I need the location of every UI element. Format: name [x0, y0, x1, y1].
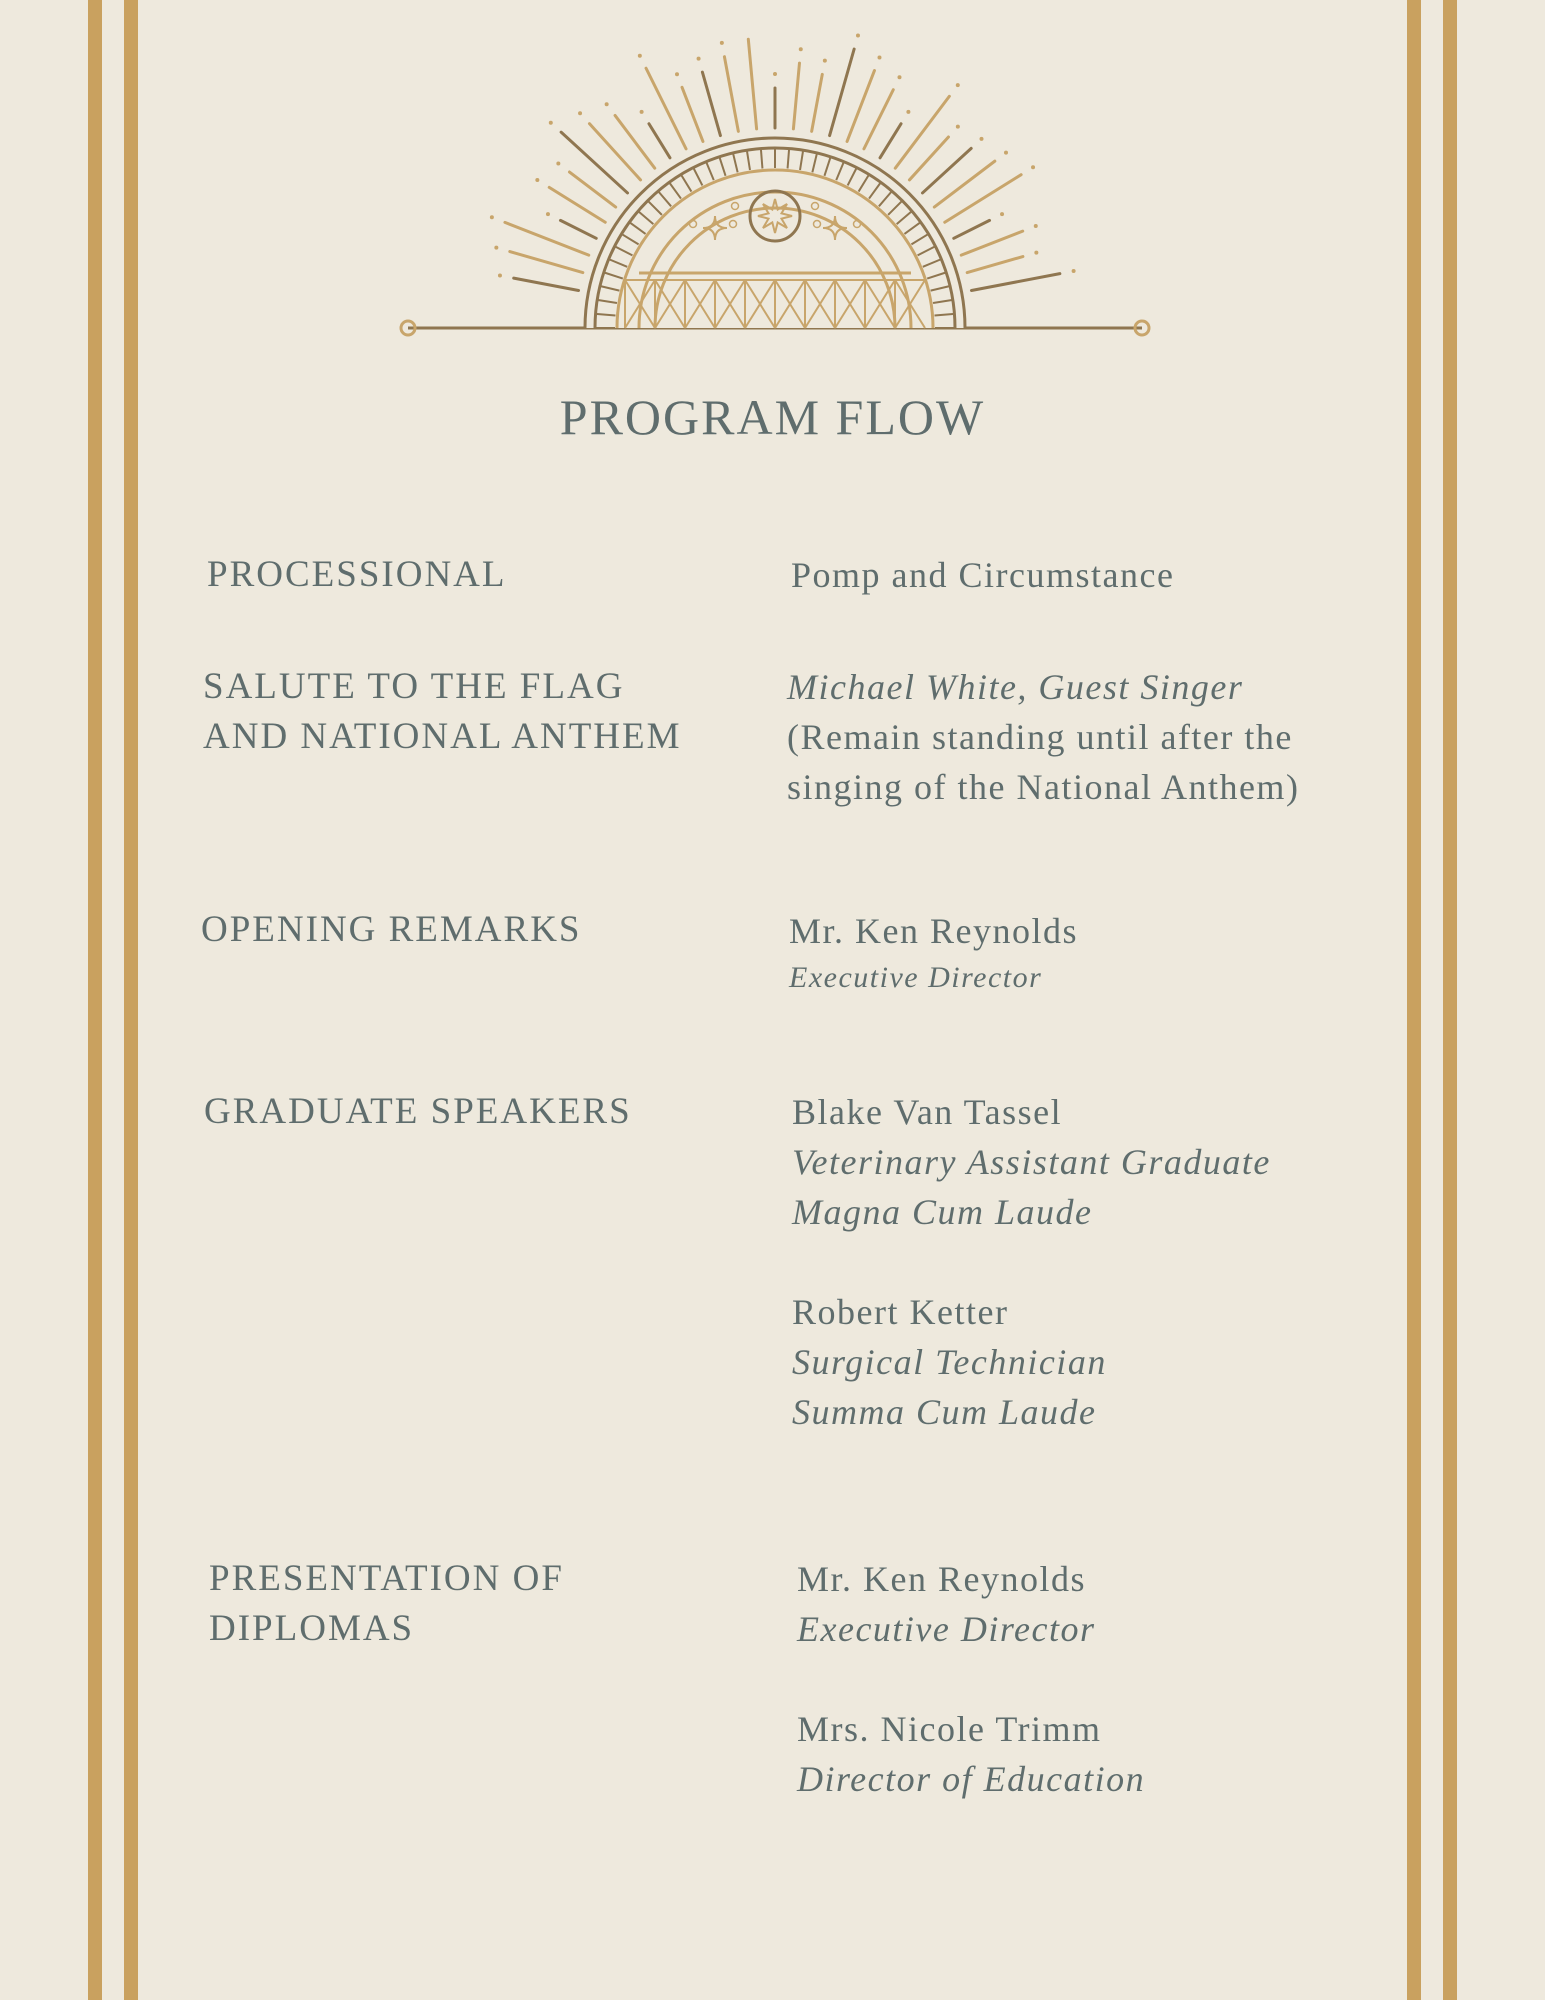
detail-line: Veterinary Assistant Graduate: [792, 1142, 1271, 1182]
detail-line: (Remain standing until after the: [787, 717, 1293, 757]
program-item-details: [797, 1554, 1145, 1804]
detail-line: Executive Director: [789, 961, 1043, 994]
page-title: PROGRAM FLOW: [559, 389, 986, 445]
program-item-details: [787, 662, 1299, 812]
program-item-details: [792, 1087, 1271, 1437]
left-inner-stripe: [124, 0, 138, 2000]
program-item-label: [209, 1554, 564, 1654]
label-line: OPENING REMARKS: [201, 909, 582, 950]
detail-line: Surgical Technician: [792, 1342, 1107, 1382]
program-item-details: [791, 550, 1174, 600]
label-line: AND NATIONAL ANTHEM: [203, 716, 682, 757]
program-item-details: [789, 906, 1078, 1000]
left-outer-stripe: [88, 0, 102, 2000]
detail-line: Robert Ketter: [792, 1292, 1009, 1332]
label-line: GRADUATE SPEAKERS: [204, 1091, 632, 1132]
program-item-label: [203, 662, 682, 762]
right-outer-stripe: [1443, 0, 1457, 2000]
right-inner-stripe: [1407, 0, 1421, 2000]
detail-line: Pomp and Circumstance: [791, 555, 1175, 595]
program-item-label: [201, 905, 582, 955]
detail-line: Executive Director: [797, 1609, 1096, 1649]
label-line: SALUTE TO THE FLAG: [203, 666, 625, 707]
detail-line: Summa Cum Laude: [792, 1392, 1097, 1432]
label-line: DIPLOMAS: [209, 1608, 415, 1649]
detail-line: Blake Van Tassel: [792, 1092, 1063, 1132]
detail-line: Mrs. Nicole Trimm: [797, 1709, 1102, 1749]
detail-line: Mr. Ken Reynolds: [797, 1559, 1086, 1599]
detail-line: Director of Education: [797, 1759, 1146, 1799]
label-line: PRESENTATION OF: [209, 1558, 564, 1599]
program-item-label: [207, 550, 507, 600]
detail-line: Mr. Ken Reynolds: [789, 911, 1078, 951]
program-item-label: [204, 1087, 632, 1137]
detail-line: Michael White, Guest Singer: [787, 667, 1244, 707]
detail-line: singing of the National Anthem): [787, 767, 1300, 807]
label-line: PROCESSIONAL: [207, 554, 507, 595]
detail-line: Magna Cum Laude: [792, 1192, 1093, 1232]
sunburst-icon: [390, 30, 1160, 350]
